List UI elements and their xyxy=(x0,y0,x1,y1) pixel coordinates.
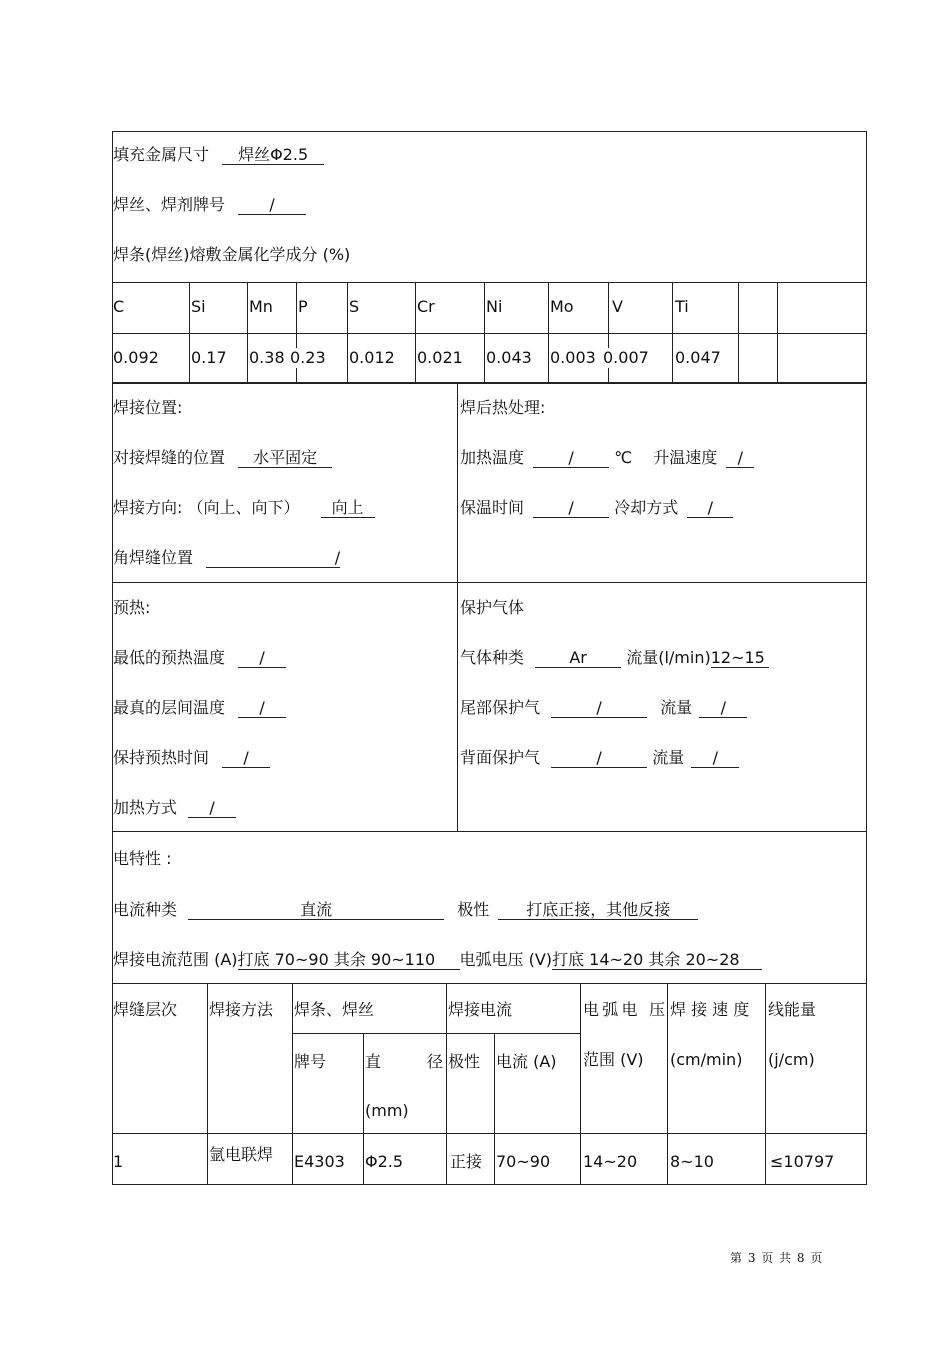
chem-col xyxy=(738,282,739,382)
tail-gas-row: 尾部保护气 / 流量 / xyxy=(460,698,747,718)
preheat-keep-row: 保持预热时间 / xyxy=(113,748,270,768)
row-layer: 1 xyxy=(113,1152,124,1171)
tail-gas-value: / xyxy=(551,698,647,718)
border-top xyxy=(112,131,867,132)
row-method: 氩电联焊 xyxy=(209,1145,274,1164)
chem-value: 0.17 xyxy=(191,348,227,367)
chem-col xyxy=(189,282,190,382)
chem-col xyxy=(672,282,673,382)
pwht-temp-row: 加热温度 / ℃ 升温速度 / xyxy=(460,448,754,468)
fillet-position-row: 角焊缝位置 / xyxy=(113,548,341,567)
filler-size-value: 焊丝Φ2.5 xyxy=(222,145,324,165)
header-brand: 牌号 xyxy=(294,1052,327,1071)
header-dia-unit: (mm) xyxy=(365,1101,409,1120)
chem-col xyxy=(548,282,549,382)
header-method: 焊接方法 xyxy=(209,1000,274,1019)
chem-col xyxy=(247,282,248,382)
current-range-value: 打底 70~90 其余 90~110 xyxy=(238,950,460,970)
chem-value: 0.043 xyxy=(486,348,532,367)
back-gas-value: / xyxy=(551,748,647,768)
chem-value: 0.012 xyxy=(349,348,395,367)
pwht-rate-value: / xyxy=(726,448,754,468)
pwht-hold-row: 保温时间 / 冷却方式 / xyxy=(460,498,733,518)
chem-header: C xyxy=(113,297,125,316)
chem-value: 0.38 xyxy=(249,348,285,367)
interpass-row: 最真的层间温度 / xyxy=(113,698,286,718)
interpass-value: / xyxy=(238,698,286,718)
back-flow-value: / xyxy=(691,748,739,768)
gas-type-row: 气体种类 Ar 流量(l/min)12~15 xyxy=(460,648,769,668)
chem-col xyxy=(484,282,485,382)
chem-value: 0.021 xyxy=(417,348,463,367)
header-voltage-range: 范围 (V) xyxy=(583,1050,644,1069)
weld-direction-value: 向上 xyxy=(321,498,375,518)
row-polarity: 正接 xyxy=(450,1152,483,1171)
chem-header: V xyxy=(612,297,623,316)
welding-procedure-form xyxy=(112,131,867,1185)
tail-flow-value: / xyxy=(699,698,747,718)
gas-type-value: Ar xyxy=(535,648,621,668)
rule-chem-values xyxy=(112,333,867,334)
current-type-value: 直流 xyxy=(188,900,444,920)
params-col xyxy=(207,983,208,1185)
params-col xyxy=(363,1033,364,1185)
pwht-title: 焊后热处理: xyxy=(460,398,546,417)
header-dia-a: 直 xyxy=(365,1052,382,1071)
row-speed: 8~10 xyxy=(670,1152,714,1171)
chem-header: Mo xyxy=(550,297,574,316)
row-brand: E4303 xyxy=(294,1152,345,1171)
rule-params xyxy=(112,983,867,984)
voltage-range-value: 打底 14~20 其余 20~28 xyxy=(552,950,762,970)
row-heat: ≤10797 xyxy=(770,1152,835,1171)
header-speed-unit: (cm/min) xyxy=(670,1050,743,1069)
header-heat: 线能量 xyxy=(768,1000,817,1019)
preheat-min-value: / xyxy=(238,648,286,668)
filler-brand-value: / xyxy=(238,195,306,215)
fillet-position-value: / xyxy=(206,548,340,568)
chem-value: 0.092 xyxy=(113,348,159,367)
chem-value: 0.003 xyxy=(550,348,596,367)
chem-header: Mn xyxy=(249,297,273,316)
params-col xyxy=(446,983,447,1185)
rule-params-row xyxy=(112,1133,867,1134)
preheat-min-row: 最低的预热温度 / xyxy=(113,648,286,668)
position-title: 焊接位置: xyxy=(113,398,183,417)
polarity-value: 打底正接，其他反接 xyxy=(498,900,698,920)
pwht-hold-value: / xyxy=(533,498,609,518)
rule-electric xyxy=(112,831,867,832)
chem-col xyxy=(415,282,416,382)
filler-brand-row: 焊丝、焊剂牌号 / xyxy=(113,195,306,215)
chem-header: S xyxy=(349,297,360,316)
header-amp: 电流 (A) xyxy=(496,1052,557,1071)
params-col xyxy=(494,1033,495,1185)
butt-position-value: 水平固定 xyxy=(238,448,332,468)
preheat-keep-value: / xyxy=(222,748,270,768)
border-right xyxy=(866,131,867,1185)
heating-method-value: / xyxy=(188,798,236,818)
chem-header: Cr xyxy=(417,297,435,316)
heating-method-row: 加热方式 / xyxy=(113,798,236,818)
chem-header: Si xyxy=(191,297,206,316)
chem-value: 0.007 xyxy=(603,348,649,367)
header-filler: 焊条、焊丝 xyxy=(294,1000,375,1019)
params-col xyxy=(765,983,766,1185)
page-number: 第 3 页 共 8 页 xyxy=(730,1251,824,1265)
header-layer: 焊缝层次 xyxy=(113,1000,178,1019)
chem-col xyxy=(347,282,348,382)
gas-flow-value: 12~15 xyxy=(711,648,769,668)
params-col xyxy=(292,983,293,1185)
header-current: 焊接电流 xyxy=(448,1000,513,1019)
section-divider xyxy=(457,382,458,831)
chem-value: 0.23 xyxy=(290,348,326,367)
rule-preheat xyxy=(112,582,867,583)
params-col xyxy=(667,983,668,1185)
gas-title: 保护气体 xyxy=(460,598,525,617)
header-polarity: 极性 xyxy=(448,1052,481,1071)
preheat-title: 预热: xyxy=(113,598,151,617)
row-voltage: 14~20 xyxy=(583,1152,638,1171)
chem-col xyxy=(777,282,778,382)
pwht-temp-value: / xyxy=(533,448,609,468)
border-bottom xyxy=(112,1184,867,1185)
header-dia-b: 径 xyxy=(427,1052,444,1071)
chem-value: 0.047 xyxy=(675,348,721,367)
pwht-cool-value: / xyxy=(687,498,733,518)
current-type-row: 电流种类 直流 极性 打底正接，其他反接 xyxy=(113,900,698,920)
row-amp: 70~90 xyxy=(496,1152,551,1171)
params-col xyxy=(580,983,581,1185)
chem-caption: 焊条(焊丝)熔敷金属化学成分 (%) xyxy=(113,245,351,264)
chem-header: P xyxy=(298,297,308,316)
rule-chem-header xyxy=(112,282,867,283)
electric-title: 电特性 : xyxy=(113,849,172,868)
row-dia: Φ2.5 xyxy=(365,1152,404,1171)
header-voltage: 电弧电 压 xyxy=(583,1000,665,1019)
header-speed: 焊 接 速 度 xyxy=(670,1000,750,1019)
chem-header: Ni xyxy=(486,297,503,316)
header-heat-unit: (j/cm) xyxy=(768,1050,815,1069)
filler-size-row: 填充金属尺寸 焊丝Φ2.5 xyxy=(113,145,324,165)
back-gas-row: 背面保护气 / 流量 / xyxy=(460,748,739,768)
rule-params-sub xyxy=(292,1033,580,1034)
chem-header: Ti xyxy=(675,297,689,316)
rule-position xyxy=(112,382,867,384)
butt-position-row: 对接焊缝的位置 水平固定 xyxy=(113,448,332,468)
weld-direction-row: 焊接方向: （向上、向下） 向上 xyxy=(113,498,375,518)
current-range-row: 焊接电流范围 (A)打底 70~90 其余 90~110 电弧电压 (V)打底 14~20 其余 20~28 xyxy=(113,950,762,970)
